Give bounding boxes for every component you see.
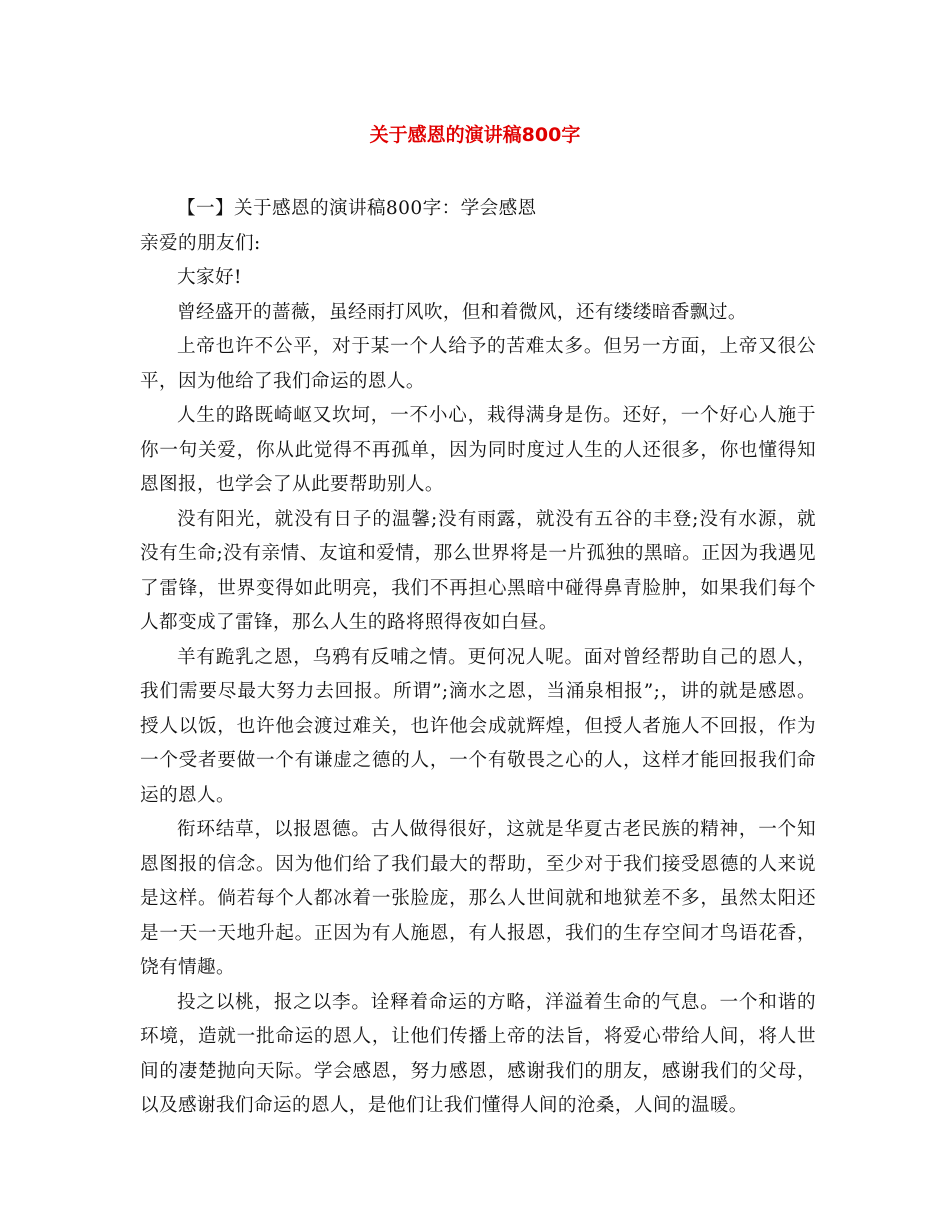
paragraph: 投之以桃，报之以李。诠释着命运的方略，洋溢着生命的气息。一个和谐的环境，造就一批命运的恩人，让他们传播上帝的法旨，将爱心带给人间，将人世间的凄楚抛向天际。学会感恩，努力感恩，感谢我们的朋友，感谢我们的父母，以及感谢我们命运的恩人，是他们让我们懂得人间的沧桑，人间的温暖。 [140, 991, 816, 1116]
paragraph: 羊有跪乳之恩，乌鸦有反哺之情。更何况人呢。面对曾经帮助自己的恩人，我们需要尽最大努力去回报。所谓”;滴水之恩，当涌泉相报”;，讲的就是感恩。授人以饭，也许他会渡过难关，也许他会成就辉煌，但授人者施人不回报，作为一个受者要做一个有谦虚之德的人，一个有敬畏之心的人，这样才能回报我们命运的恩人。 [140, 646, 816, 806]
paragraph: 人生的路既崎岖又坎坷，一不小心，栽得满身是伤。还好，一个好心人施于你一句关爱，你从此觉得不再孤单，因为同时度过人生的人还很多，你也懂得知恩图报，也学会了从此要帮助别人。 [140, 405, 816, 495]
paragraph: 曾经盛开的蔷薇，虽经雨打风吹，但和着微风，还有缕缕暗香飘过。 [177, 301, 747, 323]
document-body [140, 192, 816, 1124]
paragraph: 没有阳光，就没有日子的温馨;没有雨露，就没有五谷的丰登;没有水源，就没有生命;没有亲情、友谊和爱情，那么世界将是一片孤独的黑暗。正因为我遇见了雷锋，世界变得如此明亮，我们不再担心黑暗中碰得鼻青脸肿，如果我们每个人都变成了雷锋，那么人生的路将照得夜如白昼。 [140, 508, 816, 633]
document-title: 关于感恩的演讲稿800字 [369, 124, 581, 146]
salutation: 亲爱的朋友们: [140, 232, 261, 254]
paragraph: 衔环结草，以报恩德。古人做得很好，这就是华夏古老民族的精神，一个知恩图报的信念。因为他们给了我们最大的帮助，至少对于我们接受恩德的人来说是这样。倘若每个人都冰着一张脸庞，那么人世间就和地狱差不多，虽然太阳还是一天一天地升起。正因为有人施恩，有人报恩，我们的生存空间才鸟语花香，饶有情趣。 [140, 819, 816, 978]
paragraph: 上帝也许不公平，对于某一个人给予的苦难太多。但另一方面，上帝又很公平，因为他给了我们命运的恩人。 [140, 336, 816, 392]
greeting: 大家好! [177, 267, 242, 288]
section-heading: 【一】关于感恩的演讲稿800字：学会感恩 [177, 198, 537, 219]
